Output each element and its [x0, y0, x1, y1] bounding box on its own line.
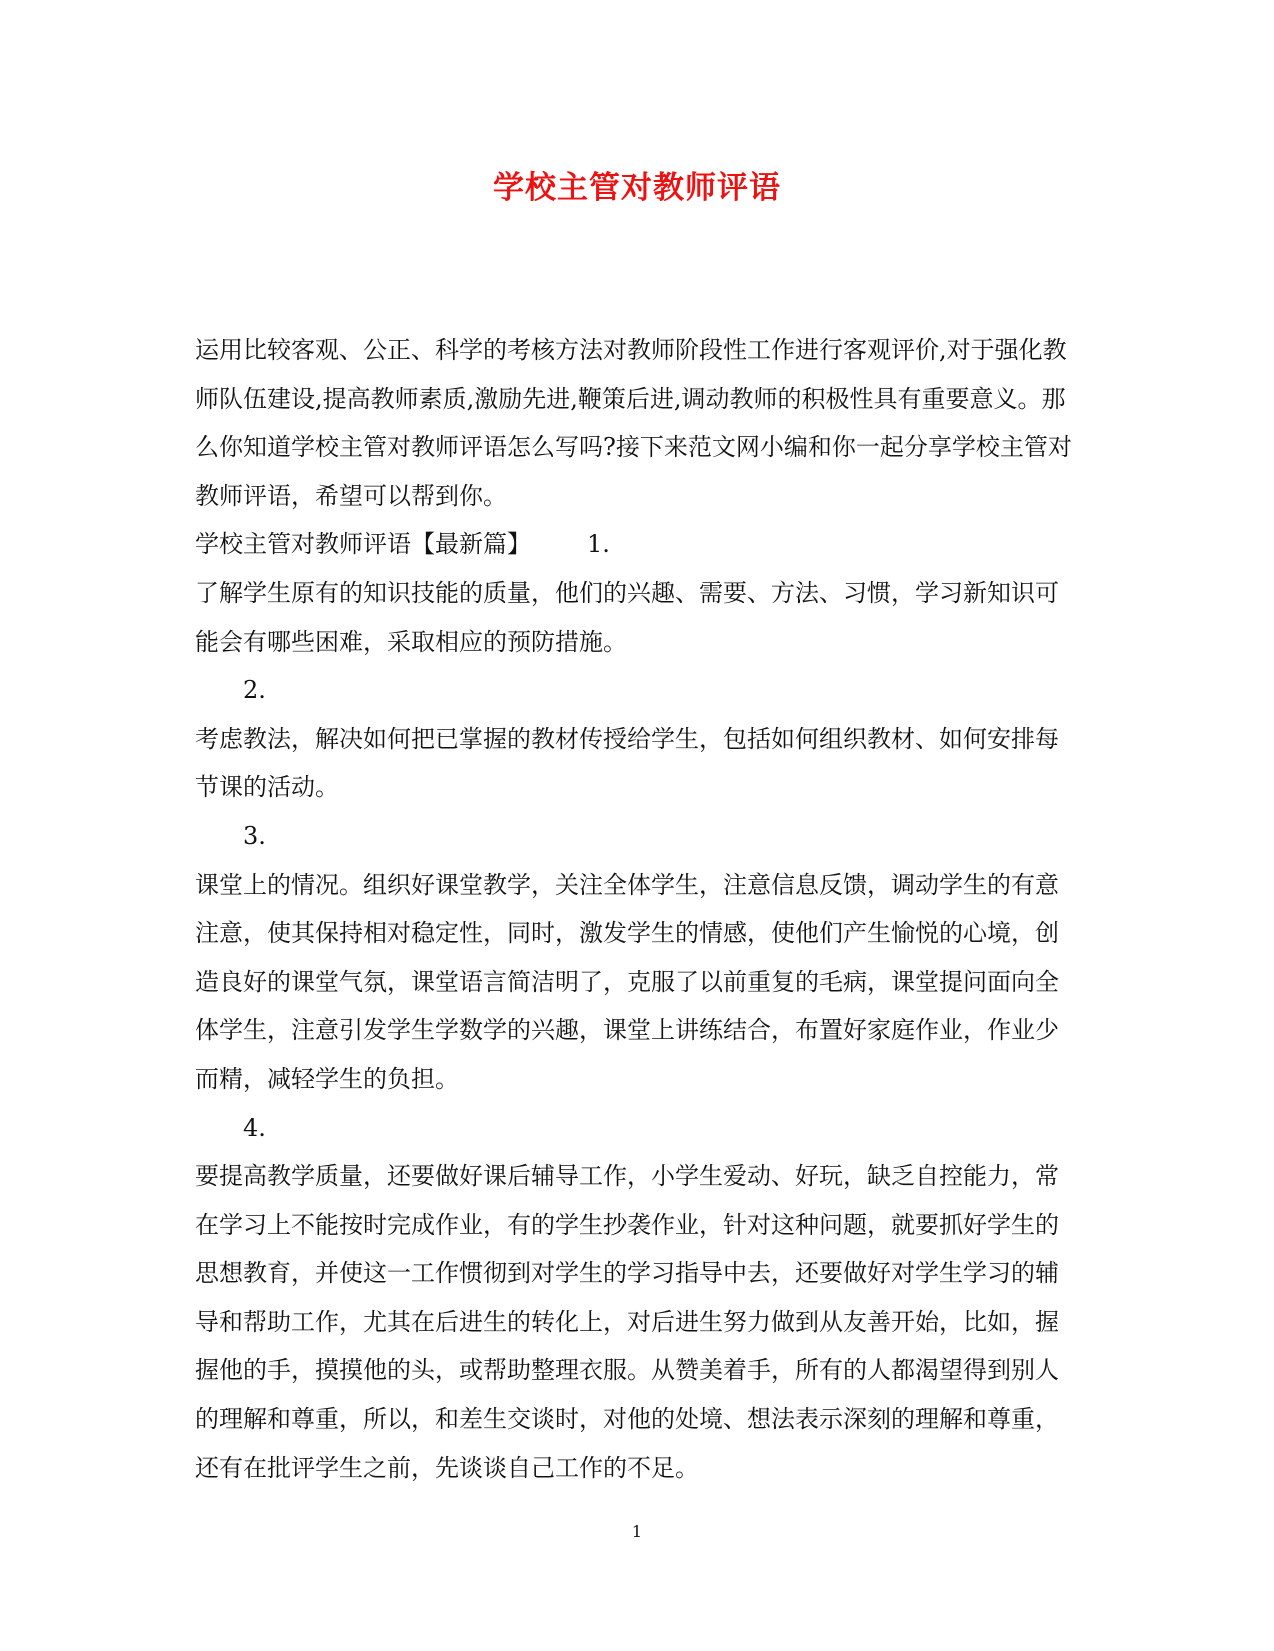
document-body: [195, 326, 1075, 1492]
item-text-1: 了解学生原有的知识技能的质量，他们的兴趣、需要、方法、习惯，学习新知识可能会有哪些困难，采取相应的预防措施。: [195, 578, 1059, 656]
item-text-2: 考虑教法，解决如何把已掌握的教材传授给学生，包括如何组织教材、如何安排每节课的活动。: [195, 724, 1059, 802]
section-heading-line: [195, 520, 1075, 569]
page-number: 1: [631, 1522, 643, 1541]
item-number-4: 4.: [243, 1113, 266, 1142]
intro-paragraph: 运用比较客观、公正、科学的考核方法对教师阶段性工作进行客观评价,对于强化教师队伍建设,提高教师素质,激励先进,鞭策后进,调动教师的积极性具有重要意义。那么你知道学校主管对教师评语怎么写吗?接下来范文网小编和你一起分享学校主管对教师评语，希望可以帮到你。: [195, 336, 1072, 510]
item-number-3: 3.: [243, 821, 266, 850]
document-title: 学校主管对教师评语: [493, 170, 781, 206]
section-heading: 学校主管对教师评语【最新篇】: [195, 530, 531, 559]
item-text-4: 要提高教学质量，还要做好课后辅导工作，小学生爱动、好玩，缺乏自控能力，常在学习上不能按时完成作业，有的学生抄袭作业，针对这种问题，就要抓好学生的思想教育，并使这一工作惯彻到对学生的学习指导中去，还要做好对学生学习的辅导和帮助工作，尤其在后进生的转化上，对后进生努力做到从友善开始，比如，握握他的手，摸摸他的头，或帮助整理衣服。从赞美着手，所有的人都渴望得到别人的理解和尊重，所以，和差生交谈时，对他的处境、想法表示深刻的理解和尊重，还有在批评学生之前，先谈谈自己工作的不足。: [195, 1162, 1059, 1482]
item-text-3: 课堂上的情况。组织好课堂教学，关注全体学生，注意信息反馈，调动学生的有意注意，使其保持相对稳定性，同时，激发学生的情感，使他们产生愉悦的心境，创造良好的课堂气氛，课堂语言简洁明了，克服了以前重复的毛病，课堂提问面向全体学生，注意引发学生学数学的兴趣，课堂上讲练结合，布置好家庭作业，作业少而精，减轻学生的负担。: [195, 870, 1059, 1093]
item-number-2: 2.: [243, 676, 266, 705]
item-number-1: 1.: [587, 530, 610, 559]
